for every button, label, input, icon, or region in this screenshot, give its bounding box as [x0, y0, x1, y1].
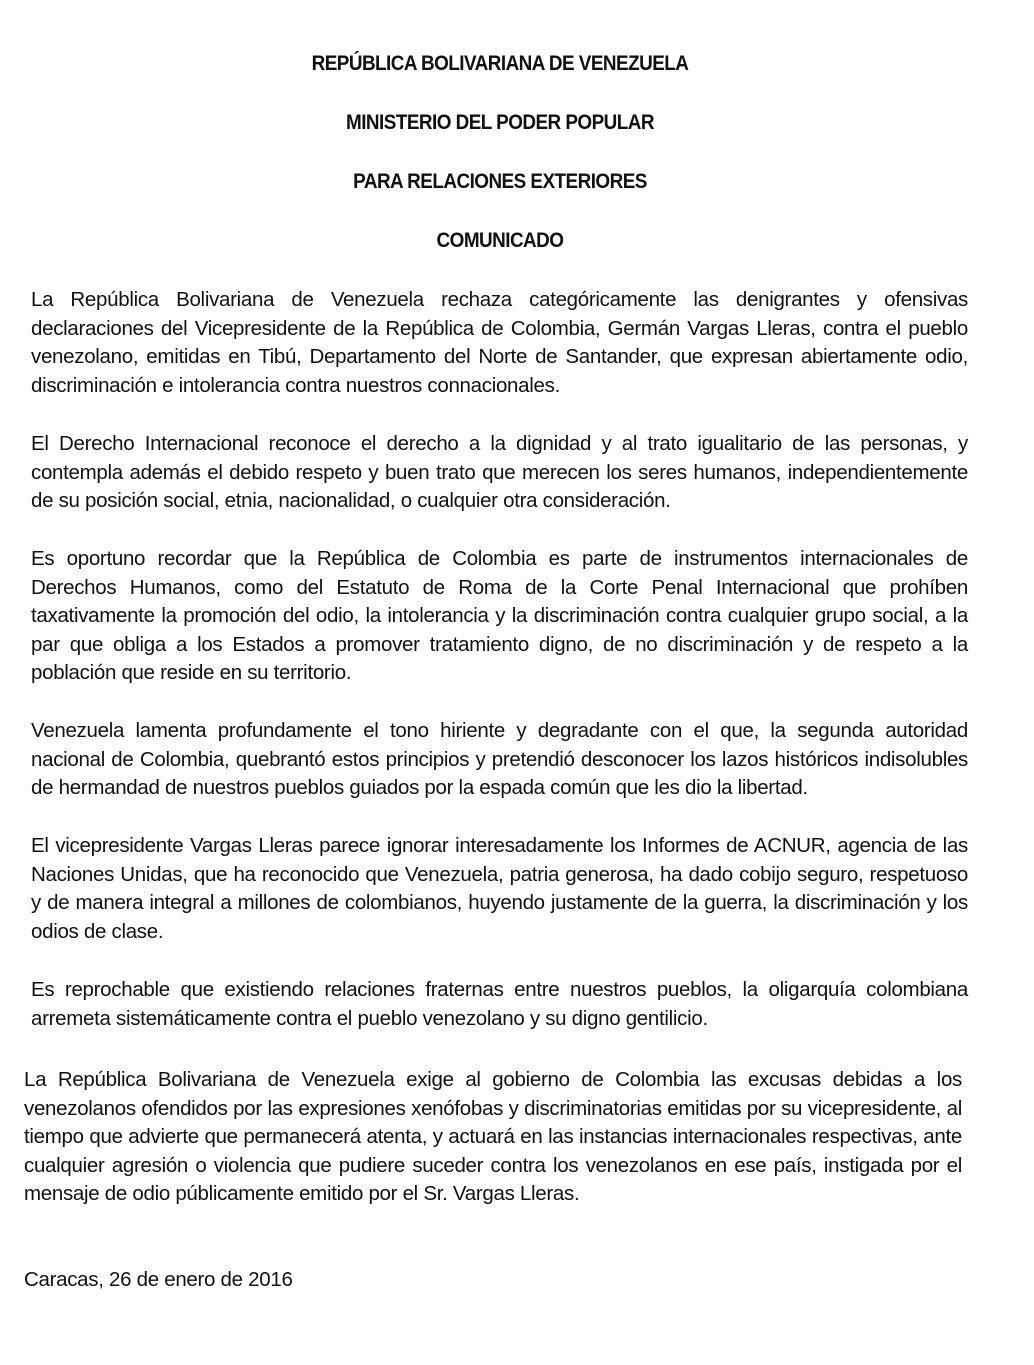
place-and-date: Caracas, 26 de enero de 2016	[24, 1268, 293, 1291]
paragraph-7: La República Bolivariana de Venezuela exige al gobierno de Colombia las excusas debidas a los venezolanos ofendidos por las expresiones xenófobas y discriminatorias emitidas por su vicepresidente, al tiempo que advierte que permanecerá atenta, y actuará en las instancias internacionales respectivas, ante cualquier agresión o violencia que pudiere suceder contra los venezolanos en ese país, instigada por el mensaje de odio públicamente emitido por el Sr. Vargas Lleras.	[24, 1068, 962, 1205]
heading-ministry: MINISTERIO DEL PODER POPULAR	[346, 111, 654, 134]
paragraph-6: Es reprochable que existiendo relaciones fraternas entre nuestros pueblos, la oligarquía colombiana arremeta sistemáticamente contra el pueblo venezolano y su digno gentilicio.	[31, 978, 968, 1030]
paragraph-3: Es oportuno recordar que la República de Colombia es parte de instrumentos internacionales de Derechos Humanos, como del Estatuto de Roma de la Corte Penal Internacional que prohíben taxativamente la promoción del odio, la intolerancia y la discriminación contra cualquier grupo social, a la par que obliga a los Estados a promover tratamiento digno, de no discriminación y de respeto a la población que reside en su territorio.	[31, 547, 968, 684]
paragraph-5: El vicepresidente Vargas Lleras parece ignorar interesadamente los Informes de ACNUR, agencia de las Naciones Unidas, que ha reconocido que Venezuela, patria generosa, ha dado cobijo seguro, respetuoso y de manera integral a millones de colombianos, huyendo justamente de la guerra, la discriminación y los odios de clase.	[31, 834, 968, 943]
paragraph-1: La República Bolivariana de Venezuela rechaza categóricamente las denigrantes y ofensivas declaraciones del Vicepresidente de la República de Colombia, Germán Vargas Lleras, contra el pueblo venezolano, emitidas en Tibú, Departamento del Norte de Santander, que expresan abiertamente odio, discriminación e intolerancia contra nuestros connacionales.	[31, 288, 968, 397]
paragraph-4: Venezuela lamenta profundamente el tono hiriente y degradante con el que, la segunda autoridad nacional de Colombia, quebrantó estos principios y pretendió desconocer los lazos históricos indisolubles de hermandad de nuestros pueblos guiados por la espada común que les dio la libertad.	[31, 719, 968, 799]
paragraph-2: El Derecho Internacional reconoce el derecho a la dignidad y al trato igualitario de las personas, y contempla además el debido respeto y buen trato que merecen los seres humanos, independientemente de su posición social, etnia, nacionalidad, o cualquier otra consideración.	[31, 432, 968, 512]
heading-republic: REPÚBLICA BOLIVARIANA DE VENEZUELA	[311, 52, 689, 75]
document-title: COMUNICADO	[436, 229, 564, 252]
heading-foreign-relations: PARA RELACIONES EXTERIORES	[353, 170, 647, 193]
